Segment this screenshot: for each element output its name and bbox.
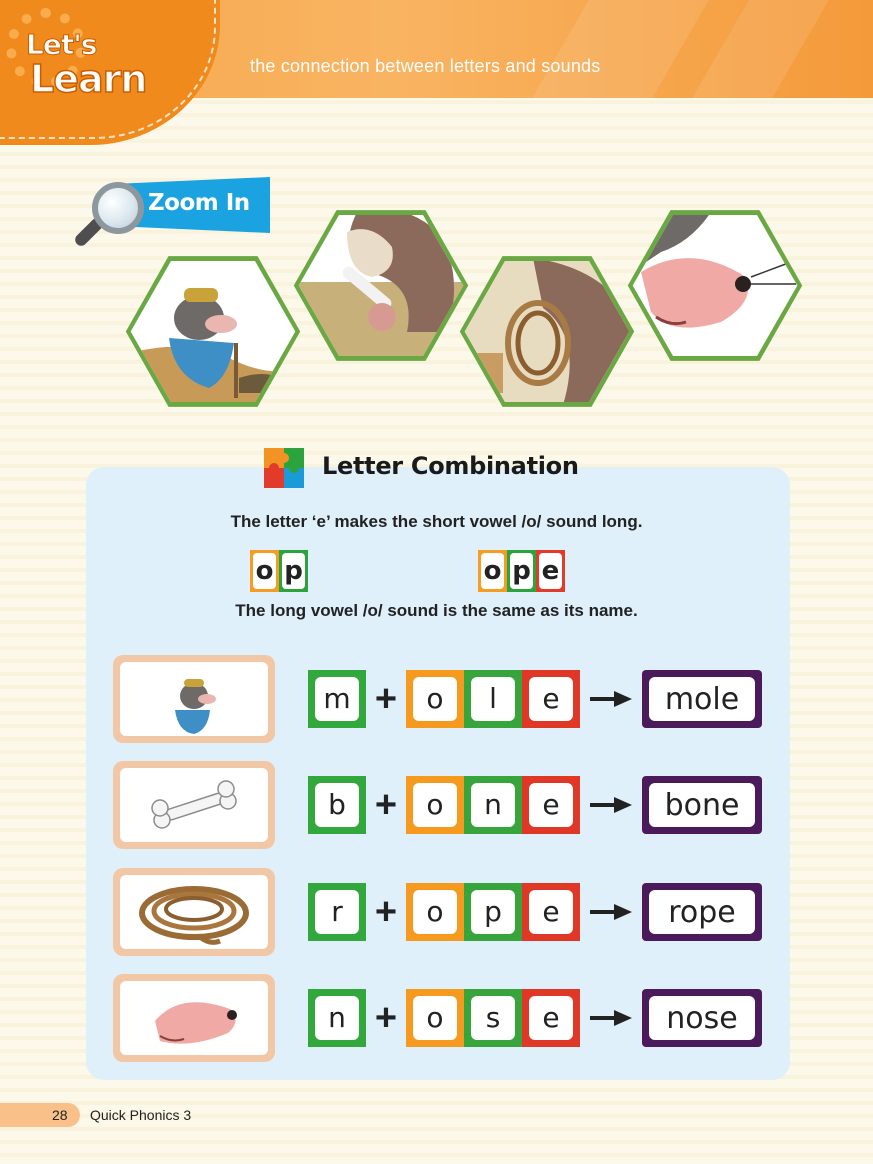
rule-text-2: The long vowel /o/ sound is the same as its name. bbox=[235, 601, 638, 620]
rime-tile-o: o bbox=[406, 776, 464, 834]
bone-hand-illustration bbox=[297, 212, 465, 359]
example-tile-o: o bbox=[478, 550, 507, 592]
rime-tile-o: o bbox=[406, 670, 464, 728]
zoom-hex-mole-digging bbox=[124, 253, 302, 410]
section-title: Letter Combination bbox=[322, 452, 579, 480]
picture-card-rope bbox=[113, 868, 275, 956]
plus-sign: + bbox=[374, 890, 398, 933]
result-word-bone: bone bbox=[642, 776, 762, 834]
word-row-rope bbox=[113, 868, 762, 956]
plus-sign: + bbox=[374, 783, 398, 826]
example-tile-o: o bbox=[250, 550, 279, 592]
nose-picture bbox=[120, 981, 268, 1055]
mole-digging-illustration bbox=[129, 258, 297, 405]
rule-text-1: The letter ‘e’ makes the short vowel /o/ sound long. bbox=[230, 512, 643, 531]
result-word-rope: rope bbox=[642, 883, 762, 941]
zoom-hex-rope bbox=[458, 253, 636, 410]
onset-tile-r: r bbox=[308, 883, 366, 941]
mole-nose-illustration bbox=[631, 212, 799, 359]
magnifier-icon bbox=[92, 182, 144, 234]
bone-picture bbox=[120, 768, 268, 842]
mole-picture bbox=[120, 662, 268, 736]
badge-learn-text: Learn bbox=[30, 57, 147, 101]
onset-tile-n: n bbox=[308, 989, 366, 1047]
zoom-hex-nose bbox=[626, 207, 804, 364]
rope-hand-illustration bbox=[463, 258, 631, 405]
rime-tile-e: e bbox=[522, 670, 580, 728]
book-title: Quick Phonics 3 bbox=[90, 1107, 192, 1123]
arrow-right-icon bbox=[590, 902, 632, 922]
rime-tile-s: s bbox=[464, 989, 522, 1047]
onset-tile-m: m bbox=[308, 670, 366, 728]
word-row-mole bbox=[113, 655, 762, 743]
onset-tile-b: b bbox=[308, 776, 366, 834]
word-row-nose bbox=[113, 974, 762, 1062]
badge-lets-text: Let's bbox=[26, 28, 97, 61]
example-long-tiles bbox=[478, 550, 565, 592]
page-number: 28 bbox=[52, 1107, 68, 1123]
picture-card-bone bbox=[113, 761, 275, 849]
header-subtitle: the connection between letters and sounds bbox=[250, 56, 601, 76]
plus-sign: + bbox=[374, 677, 398, 720]
puzzle-icon bbox=[262, 436, 316, 490]
example-tile-p: p bbox=[279, 550, 308, 592]
arrow-right-icon bbox=[590, 795, 632, 815]
rope-picture bbox=[120, 875, 268, 949]
rime-tile-p: p bbox=[464, 883, 522, 941]
rime-tile-e: e bbox=[522, 776, 580, 834]
word-row-bone bbox=[113, 761, 762, 849]
plus-sign: + bbox=[374, 996, 398, 1039]
rime-tile-o: o bbox=[406, 989, 464, 1047]
arrow-right-icon bbox=[590, 689, 632, 709]
rime-tile-o: o bbox=[406, 883, 464, 941]
result-word-nose: nose bbox=[642, 989, 762, 1047]
arrow-right-icon bbox=[590, 1008, 632, 1028]
rime-tile-e: e bbox=[522, 989, 580, 1047]
example-short-tiles bbox=[250, 550, 308, 592]
zoom-hex-bone bbox=[292, 207, 470, 364]
footer-band bbox=[0, 1103, 80, 1127]
rime-tile-n: n bbox=[464, 776, 522, 834]
zoom-in-label: Zoom In bbox=[148, 190, 250, 216]
example-tile-e: e bbox=[536, 550, 565, 592]
rime-tile-l: l bbox=[464, 670, 522, 728]
picture-card-nose bbox=[113, 974, 275, 1062]
example-tile-p: p bbox=[507, 550, 536, 592]
rime-tile-e: e bbox=[522, 883, 580, 941]
picture-card-mole bbox=[113, 655, 275, 743]
result-word-mole: mole bbox=[642, 670, 762, 728]
